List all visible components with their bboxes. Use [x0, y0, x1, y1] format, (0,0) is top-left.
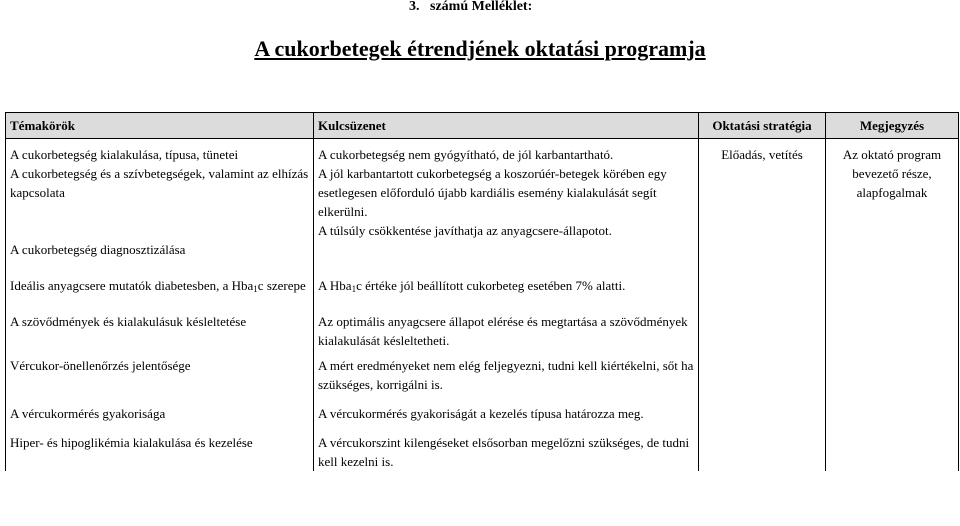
table-row	[6, 356, 959, 394]
annex-label	[409, 0, 532, 14]
message-cell: A vércukorszint kilengéseket elsősorban megelőzni szükséges, de tudni kell kezelni is.	[314, 433, 699, 471]
header-topics: Témakörök	[6, 113, 314, 139]
message-cell	[314, 276, 699, 295]
topic-text: Ideális anyagcsere mutatók diabetesben, a Hba	[10, 278, 254, 293]
topic-cell	[6, 276, 314, 295]
page-title: A cukorbetegek étrendjének oktatási programja	[254, 36, 706, 61]
message-text: A túlsúly csökkentése javíthatja az anyagcsere-állapotot.	[318, 223, 612, 238]
topic-text: A cukorbetegség kialakulása, típusa, tünetei	[10, 147, 239, 162]
table-row	[6, 433, 959, 471]
message-text: A jól karbantartott cukorbetegség a koszorúér-betegek körében egy esetlegesen előforduló újabb kardiális esemény kialakulását segít elkerülni.	[318, 166, 667, 219]
note-cell: Az oktató program bevezető része, alapfogalmak	[826, 145, 959, 259]
topic-cell: A vércukormérés gyakorisága	[6, 404, 314, 423]
header-key-message: Kulcsüzenet	[314, 113, 699, 139]
message-cell: A vércukormérés gyakoriságát a kezelés típusa határozza meg.	[314, 404, 699, 423]
annex-text: számú Melléklet:	[430, 0, 533, 14]
header-strategy: Oktatási stratégia	[699, 113, 826, 139]
topic-cell	[6, 145, 314, 259]
topic-cell: Vércukor-önellenőrzés jelentősége	[6, 356, 314, 394]
table-header-row	[6, 113, 959, 139]
table-row	[6, 276, 959, 295]
table-row	[6, 312, 959, 350]
table-row	[6, 404, 959, 423]
message-cell: Az optimális anyagcsere állapot elérése és megtartása a szövődmények kialakulását késleltetheti.	[314, 312, 699, 350]
topic-text: c szerepe	[257, 278, 306, 293]
subscript: 1	[253, 284, 258, 294]
subscript: 1	[351, 284, 357, 294]
topic-text: A cukorbetegség és a szívbetegségek, valamint az elhízás kapcsolata	[10, 166, 309, 200]
topic-text: A cukorbetegség diagnosztizálása	[10, 242, 186, 257]
message-cell	[314, 145, 699, 259]
message-text: A cukorbetegség nem gyógyítható, de jól karbantartható.	[318, 147, 614, 162]
program-table	[5, 112, 959, 471]
message-text: A Hba	[318, 278, 352, 293]
topic-cell: Hiper- és hipoglikémia kialakulása és kezelése	[6, 433, 314, 471]
annex-number: 3.	[409, 0, 420, 14]
header-note: Megjegyzés	[826, 113, 959, 139]
message-cell: A mért eredményeket nem elég feljegyezni, tudni kell kiértékelni, sőt ha szükséges, korrigálni is.	[314, 356, 699, 394]
table-row	[6, 145, 959, 259]
strategy-cell: Előadás, vetítés	[699, 145, 826, 259]
message-text: c értéke jól beállított cukorbeteg esetében 7% alatti.	[356, 278, 626, 293]
topic-cell: A szövődmények és kialakulásuk késleltetése	[6, 312, 314, 350]
